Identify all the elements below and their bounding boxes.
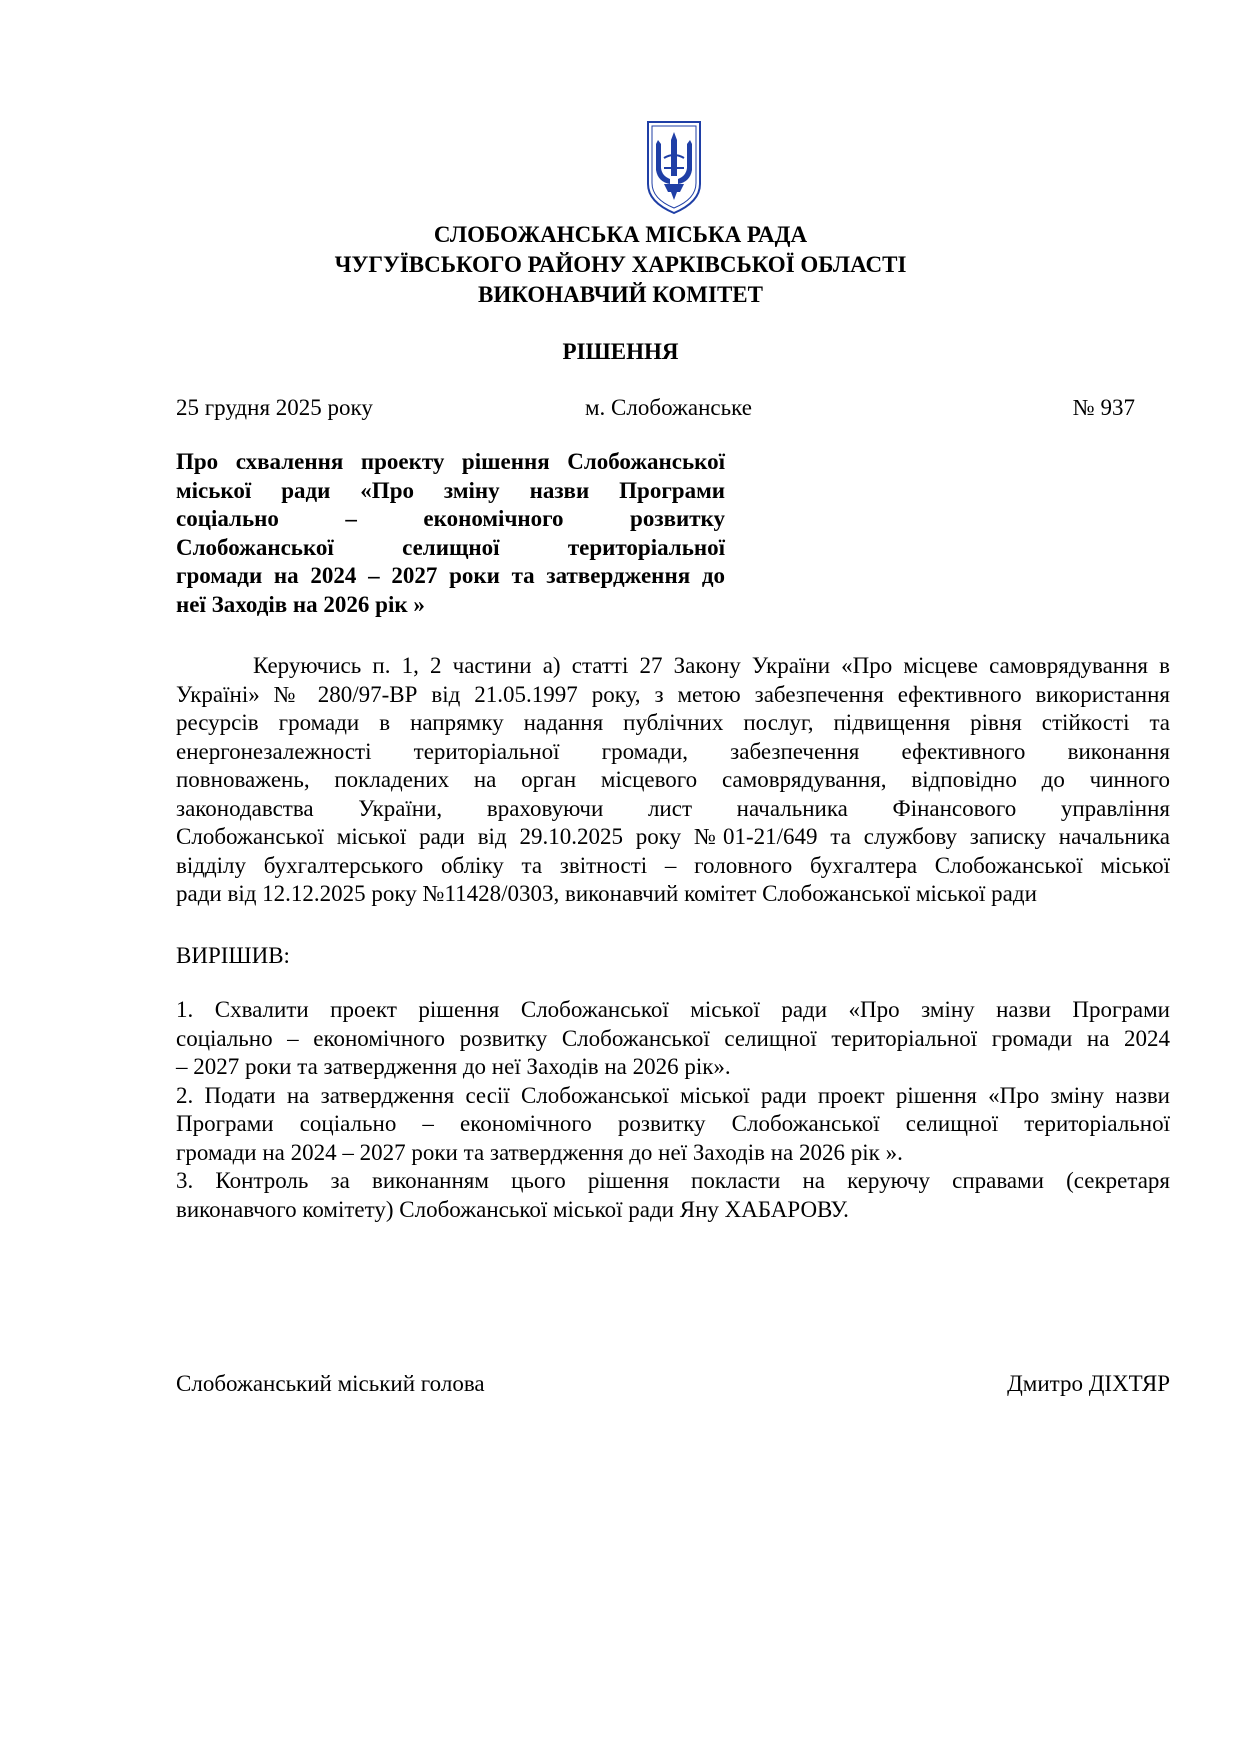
subject-line: Слобожанської селищної територіальної [176,534,725,560]
council-header [0,220,1241,310]
item-line: Програми соціально – економічного розвитку Слобожанської селищної територіальної [176,1111,1170,1136]
resolved-label: ВИРІШИВ: [176,943,290,968]
item-line: – 2027 роки та затвердження до неї Заходів на 2026 рік». [176,1054,731,1079]
item-line: 1. Схвалити проект рішення Слобожанської міської ради «Про зміну назви Програми [176,997,1170,1022]
subject-line: громади на 2024 – 2027 роки та затвердження до [176,563,725,588]
preamble-line: повноважень, покладених на орган місцевого самоврядування, відповідно до чинного [176,767,1170,792]
item-line: 3. Контроль за виконанням цього рішення покласти на керуючу справами (секретаря [176,1168,1170,1193]
preamble-paragraph [176,652,1170,909]
subject-line: соціально – економічного розвитку [176,506,725,531]
preamble-line: відділу бухгалтерського обліку та звітності – головного бухгалтера Слобожанської міської [176,852,1170,878]
preamble-line: законодавства України, враховуючи лист начальника Фінансового управління [176,795,1170,821]
item-line: громади на 2024 – 2027 роки та затвердження до неї Заходів на 2026 рік ». [176,1139,903,1165]
decision-number: № 937 [1072,395,1135,420]
document-type-title: РІШЕННЯ [562,339,679,364]
subject-line: Про схвалення проекту рішення Слобожанської [176,449,725,474]
district-region: ЧУГУЇВСЬКОГО РАЙОНУ ХАРКІВСЬКОЇ ОБЛАСТІ [334,252,907,277]
preamble-line: ресурсів громади в напрямку надання публічних послуг, підвищення рівня стійкості та [176,710,1170,735]
trident-coat-of-arms-icon [644,118,704,216]
preamble-line: Слобожанської міської ради від 29.10.2025 року №01-21/649 та службову записку начальника [176,824,1170,849]
decision-place: м. Слобожанське [585,395,752,420]
executive-committee: ВИКОНАВЧИЙ КОМІТЕТ [477,282,763,307]
decision-items [176,996,1170,1224]
item-line: 2. Подати на затвердження сесії Слобожанської міської ради проект рішення «Про зміну назви [176,1082,1170,1108]
subject-line: неї Заходів на 2026 рік » [176,591,425,617]
signatory-title: Слобожанський міський голова [176,1371,485,1396]
preamble-line: Керуючись п. 1, 2 частини а) статті 27 Закону України «Про місцеве самоврядування в [253,653,1170,678]
subject-line: міської ради «Про зміну назви Програми [176,477,725,503]
council-name: СЛОБОЖАНСЬКА МІСЬКА РАДА [433,222,808,247]
signatory-name: Дмитро ДІХТЯР [1007,1371,1170,1396]
preamble-line: Україні» № 280/97-ВР від 21.05.1997 року, з метою забезпечення ефективного використання [176,681,1170,707]
decision-subject [176,448,725,619]
preamble-line: енергонезалежності територіальної громади, забезпечення ефективного виконання [176,738,1170,764]
item-line: соціально – економічного розвитку Слобожанської селищної територіальної громади на 2024 [176,1025,1170,1051]
preamble-line: ради від 12.12.2025 року №11428/0303, виконавчий комітет Слобожанської міської ради [176,881,1037,906]
decision-date: 25 грудня 2025 року [176,395,373,420]
item-line: виконавчого комітету) Слобожанської міської ради Яну ХАБАРОВУ. [176,1196,849,1222]
